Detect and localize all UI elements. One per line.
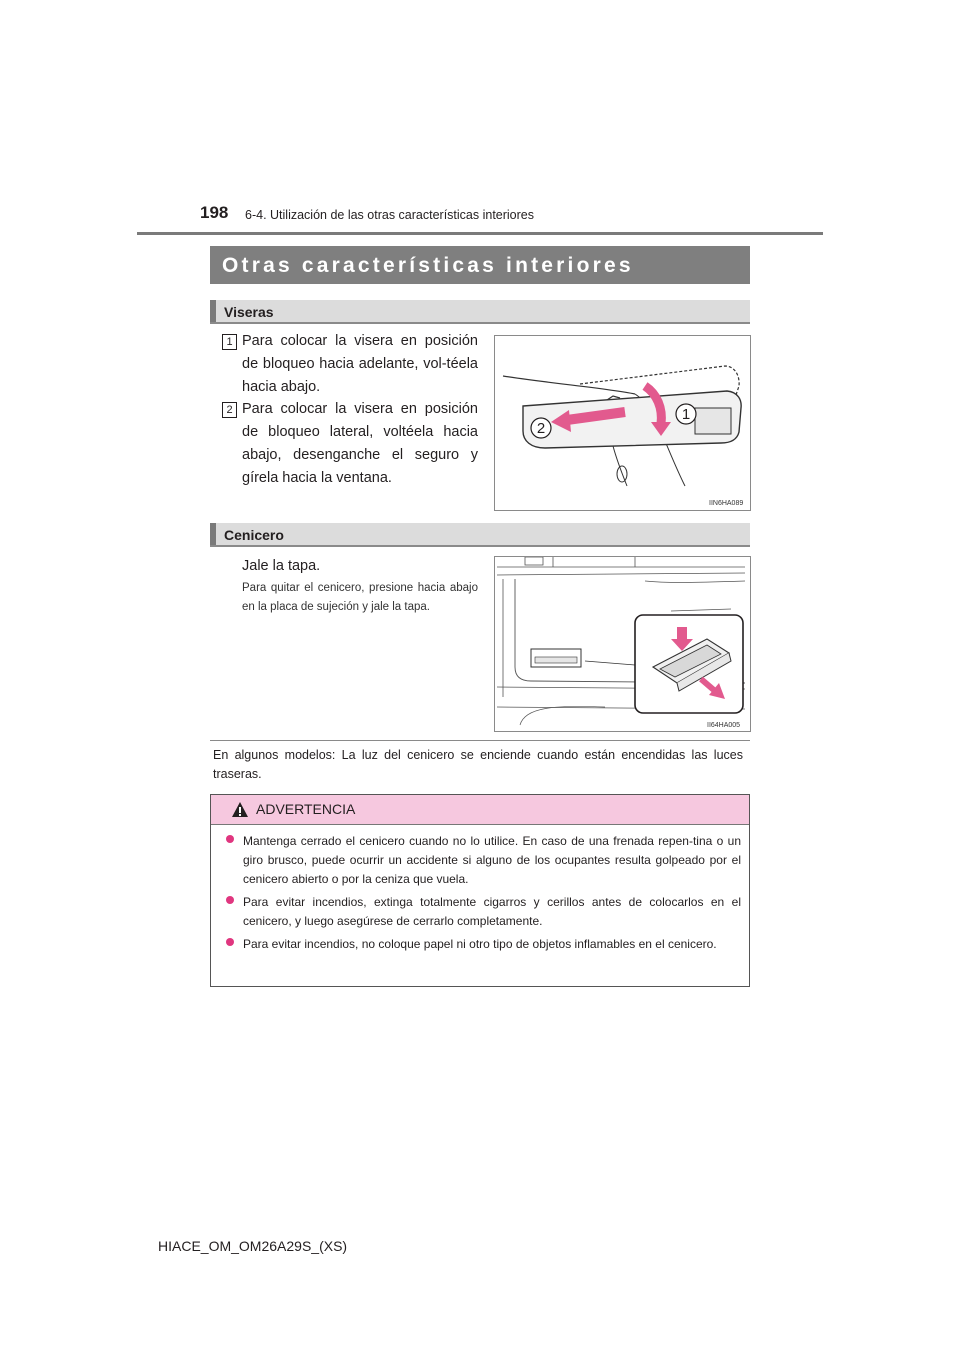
step-1-text — [228, 330, 478, 399]
section-header: 6-4. Utilización de las otras características interiores — [245, 208, 535, 222]
step-1-badge: 1 — [222, 334, 237, 350]
warning-title: ADVERTENCIA — [256, 801, 356, 817]
bullet-icon — [226, 938, 234, 946]
callout-2-label: 2 — [536, 420, 546, 437]
step-2-badge: 2 — [222, 402, 237, 418]
warning-item — [211, 832, 749, 889]
step-2-label: Para colocar la visera en posición de bloqueo lateral, voltéela hacia abajo, desenganche el seguro y gírela hacia la ventana. — [242, 401, 478, 486]
page-title: Otras características interiores — [210, 246, 750, 284]
document-code: HIACE_OM_OM26A29S_(XS) — [158, 1238, 348, 1254]
warning-list — [211, 832, 749, 958]
warning-item — [211, 935, 749, 954]
visor-illustration — [494, 335, 751, 511]
ashtray-light-note: En algunos modelos: La luz del cenicero se enciende cuando están encendidas las luces traseras. — [213, 748, 743, 781]
step-1-label: Para colocar la visera en posición de bloqueo hacia adelante, vol-téela hacia abajo. — [242, 333, 478, 395]
visor-figure-code: IIN6HA089 — [709, 500, 744, 507]
ashtray-figure-code: II64HA005 — [707, 722, 741, 729]
bullet-icon — [226, 896, 234, 904]
ashtray-heading: Cenicero — [210, 523, 750, 547]
warning-item — [211, 893, 749, 931]
ashtray-illustration — [494, 556, 751, 732]
visors-heading: Viseras — [210, 300, 750, 324]
warning-item-text: Mantenga cerrado el cenicero cuando no lo utilice. En caso de una frenada repen-tina o un giro brusco, puede ocurrir un accidente si alguno de los ocupantes resulta golpeado por el cenicero abierto o por la ceniza que vuela. — [243, 834, 741, 886]
ashtray-instruction: Jale la tapa. — [242, 558, 321, 574]
header-divider — [137, 232, 823, 235]
warning-item-text: Para evitar incendios, extinga totalmente cigarros y cerillos antes de colocarlos en el cenicero, y luego asegúrese de cerrarlo completamente. — [243, 895, 741, 928]
warning-item-text: Para evitar incendios, no coloque papel ni otro tipo de objetos inflamables en el cenicero. — [243, 937, 717, 951]
warning-header — [211, 795, 749, 825]
step-2-text — [228, 398, 478, 490]
ashtray-detail: Para quitar el cenicero, presione hacia abajo en la placa de sujeción y jale la tapa. — [242, 582, 478, 613]
warning-box — [210, 794, 750, 987]
note-divider — [210, 740, 750, 741]
warning-triangle-icon — [231, 801, 249, 818]
callout-1-label: 1 — [681, 406, 691, 423]
page-number: 198 — [200, 203, 229, 222]
bullet-icon — [226, 835, 234, 843]
